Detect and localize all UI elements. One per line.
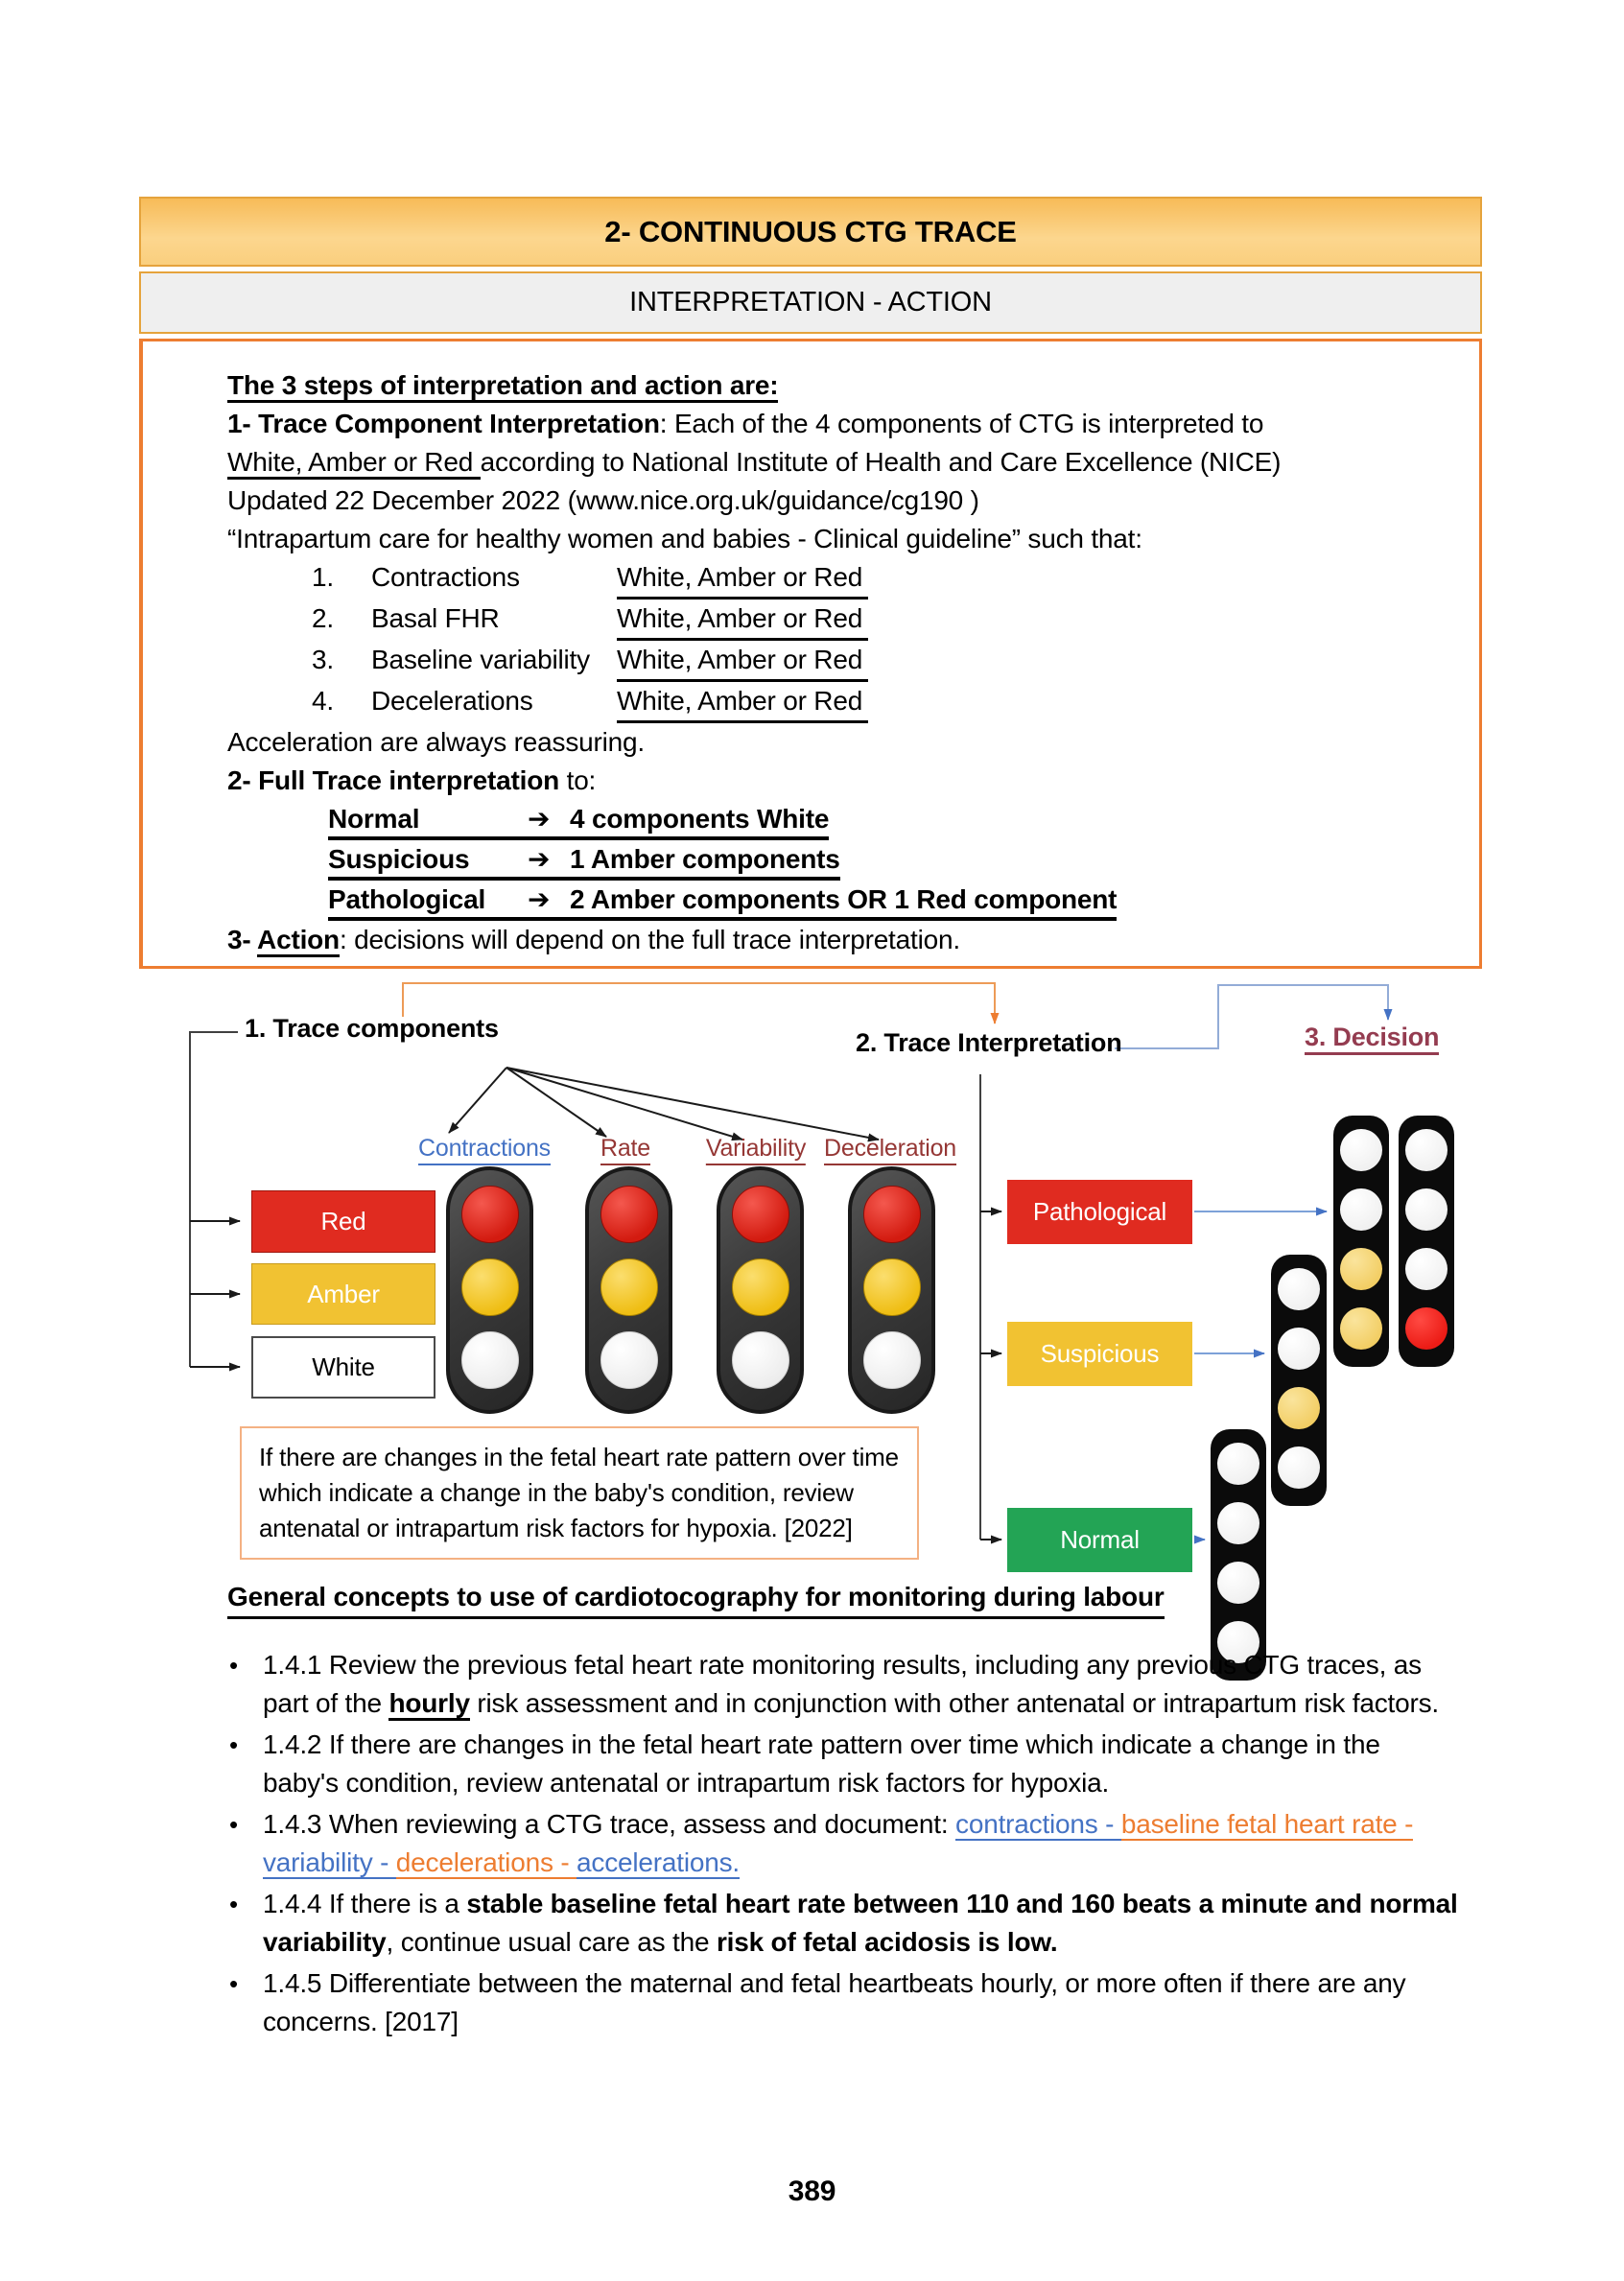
- component-row: 1. Contractions White, Amber or Red: [312, 558, 1441, 600]
- interpretation-steps-box: [139, 339, 1482, 969]
- white-light: [461, 1331, 519, 1389]
- list-item: • 1.4.5 Differentiate between the maternal and fetal heartbeats hourly, or more often if there are any concerns. [2017]: [227, 1964, 1460, 2041]
- white-light: [732, 1331, 789, 1389]
- step3-line: 3- Action: decisions will depend on the full trace interpretation.: [227, 921, 1441, 959]
- amber-light: [1278, 1387, 1320, 1429]
- component-row: 3. Baseline variability White, Amber or Red: [312, 641, 1441, 682]
- list-item: • 1.4.4 If there is a stable baseline fetal heart rate between 110 and 160 beats a minute and normal variability, continue usual care as the risk of fetal acidosis is low.: [227, 1885, 1460, 1962]
- arrow-to-deceleration: [506, 1068, 879, 1140]
- traffic-light-variability: [717, 1166, 804, 1414]
- page-subtitle: [139, 271, 1482, 334]
- traffic-light-rate: [585, 1166, 672, 1414]
- page-number: 389: [788, 2175, 836, 2207]
- amber-light: [600, 1258, 658, 1316]
- hypoxia-note-box: [240, 1426, 919, 1560]
- white-light: [600, 1331, 658, 1389]
- red-light: [461, 1186, 519, 1243]
- white-light: [1217, 1502, 1259, 1544]
- component-label-variability: Variability: [706, 1135, 806, 1165]
- amber-light: [1340, 1248, 1382, 1290]
- step1-line4: “Intrapartum care for healthy women and babies - Clinical guideline” such that:: [227, 524, 1142, 553]
- traffic-light-contractions: [446, 1166, 533, 1414]
- arrow-icon: ➔: [528, 883, 551, 915]
- decision-lights-pathological-b: [1399, 1116, 1454, 1367]
- general-concepts-section: [227, 1578, 1460, 2044]
- concepts-heading: General concepts to use of cardiotocography for monitoring during labour: [227, 1578, 1165, 1619]
- white-light: [863, 1331, 921, 1389]
- white-light: [1278, 1446, 1320, 1489]
- component-row: 2. Basal FHR White, Amber or Red: [312, 600, 1441, 641]
- amber-light: [863, 1258, 921, 1316]
- acceleration-note: Acceleration are always reassuring.: [227, 727, 645, 757]
- interpretation-box-suspicious: Suspicious: [1007, 1322, 1192, 1386]
- list-item: • 1.4.2 If there are changes in the fetal heart rate pattern over time which indicate a change in the baby's condition, review antenatal or intrapartum risk factors for hypoxia.: [227, 1726, 1460, 1802]
- concepts-list: [227, 1646, 1460, 2041]
- step2-line: 2- Full Trace interpretation to:: [227, 765, 597, 795]
- component-label-deceleration: Deceleration: [824, 1135, 956, 1165]
- interpretation-box-normal: Normal: [1007, 1508, 1192, 1572]
- component-label-rate: Rate: [600, 1135, 650, 1165]
- arrow-to-variability: [506, 1068, 742, 1140]
- diagram-step1-label: 1. Trace components: [245, 1014, 499, 1043]
- list-item: • 1.4.3 When reviewing a CTG trace, assess and document: contractions - baseline fetal heart rate - variability - decelerations - accelerations.: [227, 1805, 1460, 1882]
- arrow-icon: ➔: [528, 803, 551, 835]
- link-decelerations[interactable]: decelerations -: [395, 1847, 577, 1877]
- decision-lights-pathological-a: [1333, 1116, 1389, 1367]
- interpretation-box-pathological: Pathological: [1007, 1180, 1192, 1244]
- steps-heading: The 3 steps of interpretation and action are:: [227, 366, 1441, 405]
- link-contractions[interactable]: contractions -: [955, 1809, 1121, 1839]
- component-row: 4. Decelerations White, Amber or Red: [312, 682, 1441, 723]
- amber-light: [1340, 1307, 1382, 1350]
- component-label-contractions: Contractions: [418, 1135, 551, 1165]
- link-baseline-fetal-heart-rate[interactable]: baseline fetal heart rate -: [1120, 1809, 1414, 1839]
- step1-bracket: [190, 1032, 238, 1367]
- traffic-light-deceleration: [848, 1166, 935, 1414]
- white-light: [1278, 1268, 1320, 1310]
- diagram-step3-label: 3. Decision: [1305, 1023, 1439, 1055]
- step1-line3: Updated 22 December 2022 (www.nice.org.uk/guidance/cg190 ): [227, 485, 979, 515]
- red-light: [600, 1186, 658, 1243]
- step1-line2: White, Amber or Red according to National Institute of Health and Care Excellence (NICE): [227, 443, 1441, 482]
- grade-box-white: White: [251, 1336, 435, 1399]
- red-light: [863, 1186, 921, 1243]
- red-light: [732, 1186, 789, 1243]
- decision-lights-suspicious: [1271, 1255, 1327, 1506]
- step1-line1: 1- Trace Component Interpretation: Each of the 4 components of CTG is interpreted to: [227, 409, 1264, 438]
- diagram-step2-label: 2. Trace Interpretation: [856, 1028, 1122, 1057]
- list-item: • 1.4.1 Review the previous fetal heart rate monitoring results, including any previous CTG traces, as part of the hourly risk assessment and in conjunction with other antenatal or intrapartum risk factors.: [227, 1646, 1460, 1723]
- grade-box-red: Red: [251, 1190, 435, 1253]
- grade-box-amber: Amber: [251, 1263, 435, 1325]
- interpretation-row-suspicious: Suspicious ➔ 1 Amber components: [328, 840, 1441, 881]
- page-title-text: 2- CONTINUOUS CTG TRACE: [604, 214, 1017, 248]
- white-light: [1217, 1443, 1259, 1485]
- arrow-icon: ➔: [528, 843, 551, 875]
- hypoxia-note-text: If there are changes in the fetal heart rate pattern over time which indicate a change in the baby's condition, review antenatal or intrapartum risk factors for hypoxia. [2022]: [259, 1443, 899, 1542]
- white-light: [1405, 1129, 1447, 1171]
- page-subtitle-text: INTERPRETATION - ACTION: [629, 287, 992, 317]
- white-light: [1340, 1129, 1382, 1171]
- link-accelerations[interactable]: accelerations.: [577, 1847, 740, 1877]
- interpretation-row-normal: Normal ➔ 4 components White: [328, 800, 1441, 840]
- arrow-to-contractions: [449, 1068, 506, 1133]
- white-light: [1405, 1248, 1447, 1290]
- white-light: [1340, 1188, 1382, 1231]
- amber-light: [461, 1258, 519, 1316]
- amber-light: [732, 1258, 789, 1316]
- interpretation-row-pathological: Pathological ➔ 2 Amber components OR 1 Red component: [328, 881, 1441, 921]
- white-light: [1405, 1188, 1447, 1231]
- white-light: [1278, 1328, 1320, 1370]
- page-title: [139, 197, 1482, 267]
- red-light: [1405, 1307, 1447, 1350]
- link-variability[interactable]: variability -: [263, 1847, 396, 1877]
